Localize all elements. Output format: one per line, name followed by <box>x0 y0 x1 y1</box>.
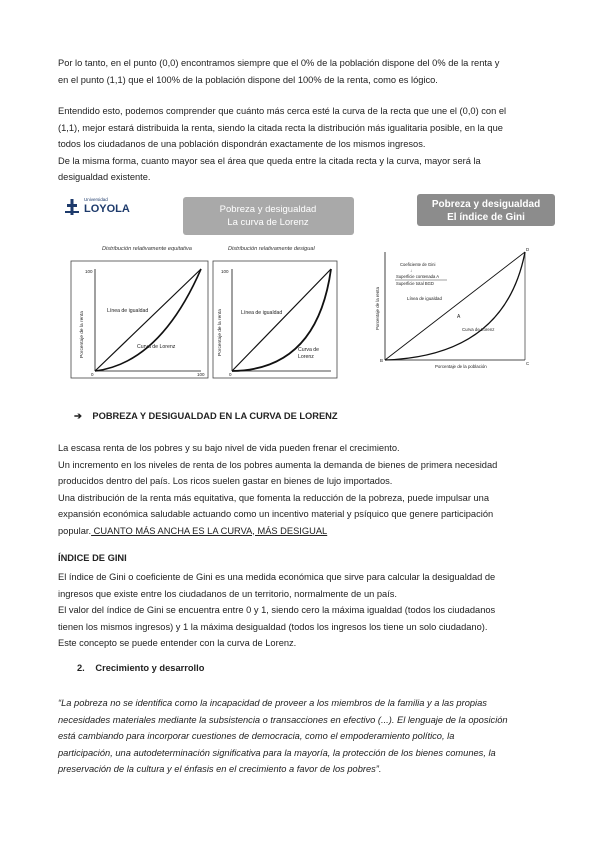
logo-small-text: Universidad <box>84 197 108 202</box>
chart3-point-c: C <box>526 361 530 366</box>
chart3-gini-numerator: Superficie contenada A <box>396 274 440 279</box>
chart3-lorenz-label: Curva de Lorenz <box>462 327 495 332</box>
section2-title: Crecimiento y desarrollo <box>95 663 205 673</box>
explanation-paragraph <box>58 103 548 186</box>
chart2-caption: Distribución relativamente desigual <box>228 246 315 252</box>
chart3-point-d: D <box>526 247 530 252</box>
chart2-lorenz-label-line1: Curva de <box>298 347 320 353</box>
text-line: “La pobreza no se identifica como la incapacidad de proveer a los miembros de la familia y a las propias <box>58 698 487 708</box>
text-line: (1,1), mejor estará distribuida la renta, siendo la citada recta la distribución más igualitaria posible, en la que <box>58 122 503 133</box>
arrow-icon: ➔ <box>74 411 82 421</box>
chart3-equality-label: Línea de igualdad <box>407 296 442 301</box>
chart2-tick-100: 100 <box>221 269 229 274</box>
lorenz-gini-figure <box>55 188 565 393</box>
chart1-equality-label: Línea de igualdad <box>107 308 149 314</box>
text-line: producidos dentro del país. Los ricos suelen gastar en bienes de lujo importados. <box>58 476 393 486</box>
chart2-ylabel: Porcentaje de la renta <box>218 309 223 356</box>
chart1-tick-100: 100 <box>85 269 93 274</box>
chart3-gini-denominator: Superficie total BGD <box>396 281 434 286</box>
lorenz-paragraph <box>58 440 548 539</box>
chart1-frame <box>71 261 208 378</box>
banner-gini-line1: Pobreza y desigualdad <box>431 199 541 210</box>
text-line: participación, una autodeterminación significativa para la mayoría, la protección de los bienes comunes, la <box>58 747 496 758</box>
text-line: Una distribución de la renta más equitativa, que fomenta la reducción de la pobreza, puede impulsar una <box>58 492 490 503</box>
loyola-logo <box>65 197 130 215</box>
chart1-equality-line <box>95 269 201 371</box>
chart3-gini-arrow: ↓ <box>410 268 413 273</box>
text-line <box>58 523 548 540</box>
text-line: Por lo tanto, en el punto (0,0) encontramos siempre que el 0% de la población dispone del 0% de la renta y <box>58 58 500 68</box>
emphasis-text: CUANTO MÁS ANCHA ES LA CURVA, MÁS DESIGUAL <box>91 525 328 536</box>
section2-number: 2. <box>77 663 85 673</box>
text-line: El índice de Gini o coeficiente de Gini es una medida económica que sirve para calcular la desigualdad de <box>58 572 496 582</box>
chart2-tick-0: 0 <box>229 372 232 377</box>
text-line: tienen los mismos ingresos) y 1 la máxima desigualdad (todos los ingresos los tiene un solo ciudadano). <box>58 621 488 632</box>
lorenz-chart-unequal <box>213 261 337 378</box>
chart1-tick-0: 0 <box>91 372 94 377</box>
section1-title: POBREZA Y DESIGUALDAD EN LA CURVA DE LORENZ <box>92 411 338 421</box>
chart3-ylabel: Porcentaje de la renta <box>375 287 380 330</box>
gini-chart <box>373 244 543 378</box>
text-fragment: popular. <box>58 525 92 536</box>
text-line: Entendido esto, podemos comprender que cuánto más cerca esté la curva de la recta que une el (0,0) con el <box>58 106 507 116</box>
gini-heading: ÍNDICE DE GINI <box>58 553 127 563</box>
chart1-tick-100-x: 100 <box>197 372 205 377</box>
text-line: necesidades materiales mediante la subsistencia o transacciones en efectivo (...). El lenguaje de la oposición <box>58 714 508 725</box>
text-line: La escasa renta de los pobres y su bajo nivel de vida pueden frenar el crecimiento. <box>58 443 400 453</box>
chart1-ylabel: Porcentaje de la renta <box>80 311 85 358</box>
chart1-lorenz-label: Curva de Lorenz <box>137 344 176 350</box>
chart2-lorenz-label-line2: Lorenz <box>298 354 314 360</box>
text-line: Este concepto se puede entender con la curva de Lorenz. <box>58 638 297 648</box>
chart3-area-label: A <box>457 314 461 320</box>
quote-paragraph <box>58 695 548 778</box>
text-line: De la misma forma, cuanto mayor sea el área que queda entre la citada recta y la curva, mayor será la <box>58 155 481 166</box>
section2-heading <box>77 663 204 673</box>
chart3-xlabel: Porcentaje de la población <box>435 364 487 369</box>
chart3-gini-label: Coeficiente de Gini <box>400 262 436 267</box>
text-line: en el punto (1,1) que el 100% de la población dispone del 100% de la renta, como es lógico. <box>58 74 438 85</box>
text-line: desigualdad existente. <box>58 172 151 182</box>
text-line: preservación de la cultura y el énfasis en el crecimiento a favor de los pobres”. <box>58 764 382 774</box>
banner-lorenz-line1: Pobreza y desigualdad <box>219 204 317 215</box>
lorenz-chart-equitable <box>71 261 208 378</box>
chart1-caption: Distribución relativamente equitativa <box>102 246 192 252</box>
text-line: Un incremento en los niveles de renta de los pobres aumenta la demanda de bienes de primera necesidad <box>58 459 498 470</box>
text-line: El valor del índice de Gini se encuentra entre 0 y 1, siendo cero la máxima igualdad (todos los ciudadanos <box>58 605 496 615</box>
gini-paragraph <box>58 569 548 652</box>
banner-gini-line2: El índice de Gini <box>447 212 525 223</box>
text-line: ingresos que existe entre los ciudadanos de un territorio, normalmente de un país. <box>58 588 398 599</box>
banner-lorenz-line2: La curva de Lorenz <box>227 217 309 228</box>
logo-cross-icon <box>65 199 79 215</box>
text-line: todos los ciudadanos de una población dispondrán exactamente de los mismos ingresos. <box>58 139 426 149</box>
section1-heading <box>74 411 338 422</box>
intro-paragraph <box>58 55 548 88</box>
banner-lorenz <box>183 197 354 235</box>
logo-name: LOYOLA <box>84 203 130 215</box>
text-line: expansión económica saludable actuando como un incentivo material y psíquico que genere participación <box>58 509 494 519</box>
chart2-equality-label: Línea de igualdad <box>241 310 283 316</box>
chart3-background <box>373 244 543 378</box>
chart3-point-b: B <box>380 358 383 363</box>
text-line: está cambiando para incorporar cuestiones de democracia, como el empoderamiento político, la <box>58 731 455 741</box>
